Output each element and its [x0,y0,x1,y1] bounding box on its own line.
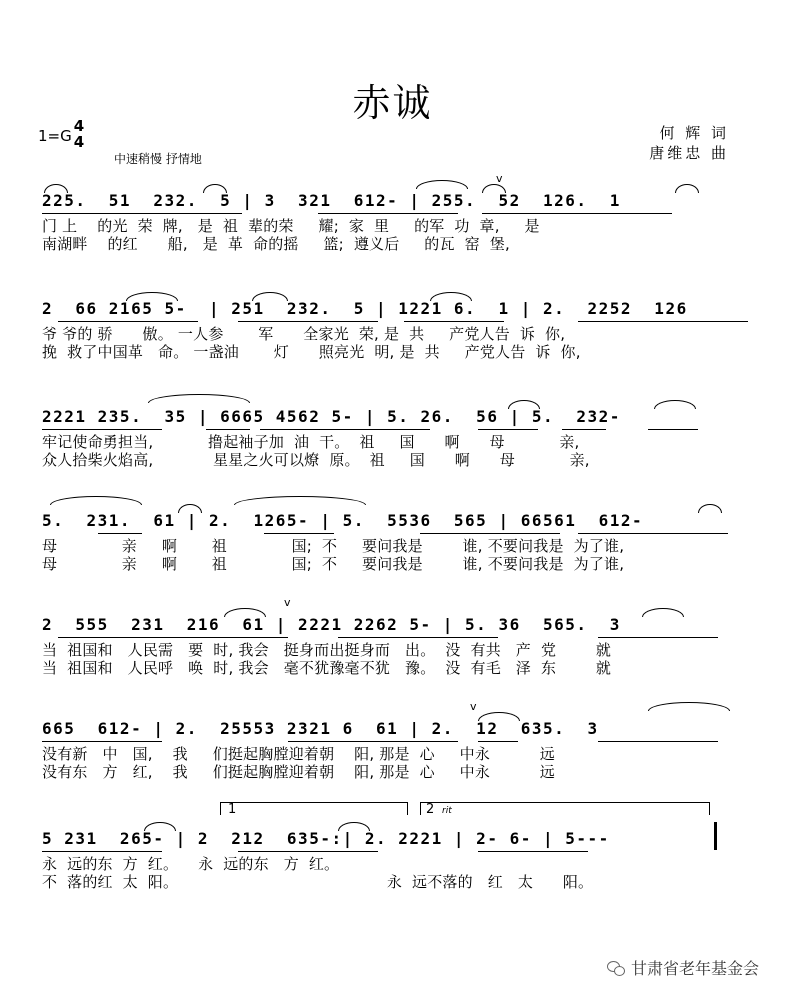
score-system-5: 2 555 231 216 61 | 2221 2262 5- | 5. 36 565. 3 当 祖国和 人民需 要 时, 我会 挺身而出挺身而 出。 没 有共 产 党 就 当 祖国和 人民呼 唤 时, 我会 毫不犹豫毫不犹 豫。 没 有毛 泽 东 就 v [38,604,750,712]
lyrics-verse-1: 永 远的东 方 红。 永 远的东 方 红。 [42,855,340,873]
second-ending-bracket [420,802,710,815]
notation-line: 2 555 231 216 61 | 2221 2262 5- | 5. 36 565. 3 [42,615,621,634]
score-system-7 [38,802,750,926]
notation-line: 5. 231. 61 | 2. 1265- | 5. 5536 565 | 66561 612- [42,511,644,530]
second-ending-label: 2 [426,802,435,817]
tempo-marking: 中速稍慢 抒情地 [114,152,202,166]
lyrics-verse-1: 母 亲 啊 祖 国; 不 要问我是 谁, 不要问我是 为了谁, [42,537,625,555]
lyrics-verse-2: 没有东 方 红, 我 们挺起胸膛迎着朝 阳, 那是 心 中永 远 [42,763,555,781]
notation-line: 225. 51 232. 5 | 3 321 612- | 255. 52 126. 1 [42,191,621,210]
lyrics-verse-2: 母 亲 啊 祖 国; 不 要问我是 谁, 不要问我是 为了谁, [42,555,625,573]
notation-line: 5 231 265- | 2 212 635-:| 2. 2221 | 2- 6- | 5--- [42,829,610,848]
song-title: 赤诚 [352,81,433,125]
wechat-icon [607,961,625,975]
notation-line: 2221 235. 35 | 6665 4562 5- | 5. 26. 56 | 5. 232- [42,407,621,426]
watermark [607,956,759,979]
time-signature [72,118,86,150]
time-signature-bottom: 4 [73,133,85,151]
key-signature: 1=G [38,127,72,145]
lyrics-verse-1: 门 上 的光 荣 牌, 是 祖 辈的荣 耀; 家 里 的军 功 章, 是 [42,217,540,235]
score-system-4 [38,500,750,608]
lyrics-verse-2: 挽 救了中国革 命。 一盏油 灯 照亮光 明, 是 共 产党人告 诉 你, [42,343,581,361]
score-system-3 [38,396,750,504]
lyrics-verse-2: 众人拾柴火焰高, 星星之火可以燎 原。 祖 国 啊 母 亲, [42,451,590,469]
composer-credit: 唐维忠 曲 [649,144,729,162]
lyricist-credit: 何 辉 词 [659,124,729,142]
lyrics-verse-2: 不 落的红 太 阳。 永 远不落的 红 太 阳。 [42,873,594,891]
score-system-2 [38,288,750,396]
first-ending-bracket [220,802,408,815]
lyrics-verse-1: 没有新 中 国, 我 们挺起胸膛迎着朝 阳, 那是 心 中永 远 [42,745,555,763]
lyrics-verse-2: 南湖畔 的红 船, 是 革 命的摇 篮; 遵义后 的瓦 窑 堡, [42,235,510,253]
time-signature-top: 4 [73,117,85,135]
notation-line: 2 66 2165 5- | 251 232. 5 | 1221 6. 1 | 2. 2252 126 [42,299,688,318]
score-system-6: 665 612- | 2. 25553 2321 6 61 | 2. 12 635. 3 没有新 中 国, 我 们挺起胸膛迎着朝 阳, 那是 心 中永 远 没有东 方 红, 我 们挺起胸膛迎着朝 阳, 那是 心 中永 远 v [38,708,750,816]
lyrics-verse-1: 牢记使命勇担当, 撸起袖子加 油 干。 祖 国 啊 母 亲, [42,433,580,451]
watermark-text: 甘肃省老年基金会 [630,959,759,978]
notation-line: 665 612- | 2. 25553 2321 6 61 | 2. 12 635. 3 [42,719,599,738]
lyrics-verse-1: 当 祖国和 人民需 要 时, 我会 挺身而出挺身而 出。 没 有共 产 党 就 [42,641,612,659]
lyrics-verse-1: 爷 爷的 骄 傲。 一人参 军 全家光 荣, 是 共 产党人告 诉 你, [42,325,566,343]
lyrics-verse-2: 当 祖国和 人民呼 唤 时, 我会 毫不犹豫毫不犹 豫。 没 有毛 泽 东 就 [42,659,612,677]
score-system-1: 225. 51 232. 5 | 3 321 612- | 255. 52 126. 1 门 上 的光 荣 牌, 是 祖 辈的荣 耀; 家 里 的军 功 章, 是 南湖畔 的红 船, 是 革 命的摇 篮; 遵义后 的瓦 窑 堡, v [38,180,750,288]
ritardando-marking: rit [442,806,452,816]
first-ending-label: 1 [228,802,237,817]
